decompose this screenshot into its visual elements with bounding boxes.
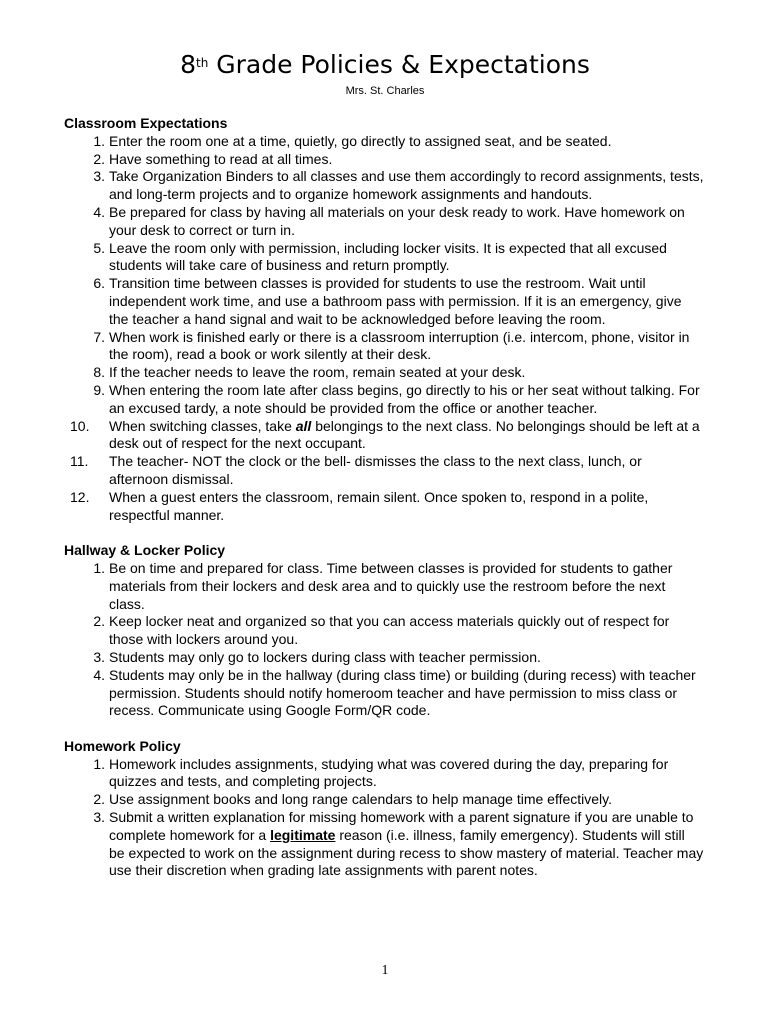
item-text: Take Organization Binders to all classes and use them accordingly to record assignments, tests, and long-term projects and to organize homework assignments and handouts. <box>109 168 704 203</box>
item-text: If the teacher needs to leave the room, remain seated at your desk. <box>109 364 526 381</box>
item-number: 3. <box>93 168 105 185</box>
item-number: 9. <box>93 381 105 398</box>
item-text: Students may only go to lockers during class with teacher permission. <box>109 648 541 665</box>
list-item <box>64 364 704 382</box>
list-item <box>64 453 704 489</box>
policy-list <box>64 560 704 720</box>
policy-list <box>64 756 704 881</box>
section-spacer <box>64 720 704 738</box>
item-number: 4. <box>93 203 105 220</box>
item-text: Transition time between classes is provided for students to use the restroom. Wait until independent work time, and use a bathroom pass with permission. If it is an emergency, give the teacher a hand signal and wait to be acknowledged before leaving the room. <box>109 275 682 327</box>
item-text: Students may only be in the hallway (during class time) or building (during recess) with teacher permission. Students should notify homeroom teacher and have permission to miss class or recess. Communicate using Google Form/QR code. <box>109 666 696 719</box>
teacher-name: Mrs. St. Charles <box>345 85 425 97</box>
list-item <box>64 756 704 792</box>
list-item <box>64 613 704 649</box>
title-number: 8 <box>180 50 196 79</box>
item-text: Use assignment books and long range calendars to help manage time effectively. <box>109 791 613 808</box>
list-item <box>64 151 704 169</box>
item-number: 7. <box>93 328 105 345</box>
list-item <box>64 133 704 151</box>
item-text: The teacher- NOT the clock or the bell- dismisses the class to the next class, lunch, or afternoon dismissal. <box>109 453 642 487</box>
item-number: 3. <box>93 648 105 665</box>
list-item <box>64 275 704 328</box>
item-number: 1. <box>93 559 105 576</box>
item-number: 2. <box>93 613 105 630</box>
item-number: 8. <box>93 364 105 381</box>
item-number: 5. <box>93 239 105 256</box>
list-item <box>64 649 704 667</box>
list-item <box>64 809 704 880</box>
item-number: 11. <box>70 453 89 470</box>
emphasized-text: Leave the room only with permission, including locker visits <box>109 239 476 256</box>
item-text: Be prepared for class by having all materials on your desk ready to work. Have homework on your desk to correct or turn in. <box>109 203 685 238</box>
page-title <box>0 48 770 82</box>
item-number: 4. <box>93 666 105 683</box>
list-item <box>64 168 704 204</box>
item-text: Homework includes assignments, studying what was covered during the day, preparing for quizzes and tests, and completing projects. <box>109 755 669 790</box>
list-item <box>64 418 704 454</box>
item-text: When work is finished early or there is a classroom interruption (i.e. intercom, phone, visitor in the room), read a book or work silently at their desk. <box>109 328 690 363</box>
item-text: When entering the room late after class begins, go directly to his or her seat without talking. For an excused tardy, a note should be provided from the office or another teacher. <box>109 381 700 416</box>
item-number: 1. <box>93 132 105 149</box>
list-item <box>64 240 704 276</box>
list-item <box>64 791 704 809</box>
section-heading: Hallway & Locker Policy <box>64 542 226 559</box>
section-spacer <box>64 524 704 542</box>
list-item <box>64 560 704 613</box>
item-number: 12. <box>70 488 90 505</box>
title-superscript: th <box>196 56 209 70</box>
item-number: 3. <box>93 809 105 826</box>
item-text: Keep locker neat and organized so that you can access materials quickly out of respect for those with lockers around you. <box>109 613 670 648</box>
policy-list <box>64 133 704 525</box>
list-item <box>64 667 704 720</box>
policy-content <box>64 115 704 880</box>
item-text: Be on time and prepared for class. Time between classes is provided for students to gather materials from their lockers and desk area and to quickly use the restroom before the next class. <box>109 559 673 612</box>
emphasized-text: legitimate <box>270 826 336 843</box>
list-item <box>64 489 704 525</box>
item-text: Submit a written explanation for missing homework with a parent signature if you are unable to complete homework for a legitimate reason (i.e. illness, family emergency). Students will still be expected to work on the assignment during recess to show mastery of material. Teacher may use their discretion when grading late assignments with parent notes. <box>109 809 704 879</box>
item-text: Enter the room one at a time, quietly, go directly to assigned seat, and be seated. <box>109 132 612 149</box>
item-number: 10. <box>70 417 90 434</box>
item-number: 1. <box>93 755 105 772</box>
item-number: 6. <box>93 275 105 292</box>
emphasized-text: all <box>295 417 312 434</box>
list-item <box>64 204 704 240</box>
item-text: When a guest enters the classroom, remain silent. Once spoken to, respond in a polite, respectful manner. <box>109 488 649 523</box>
section-heading: Classroom Expectations <box>64 115 228 131</box>
item-number: 2. <box>93 791 105 808</box>
item-text: Have something to read at all times. <box>109 150 333 167</box>
page-number: 1 <box>381 963 389 978</box>
list-item <box>64 329 704 365</box>
item-text: Leave the room only with permission, including locker visits. It is expected that all excused students will take care of business and return promptly. <box>109 239 667 274</box>
list-item <box>64 382 704 418</box>
title-text: Grade Policies & Expectations <box>208 50 590 79</box>
item-text: When switching classes, take all belongings to the next class. No belongings should be left at a desk out of respect for the next occupant. <box>109 417 700 452</box>
section-heading: Homework Policy <box>64 737 181 754</box>
item-number: 2. <box>93 150 105 167</box>
